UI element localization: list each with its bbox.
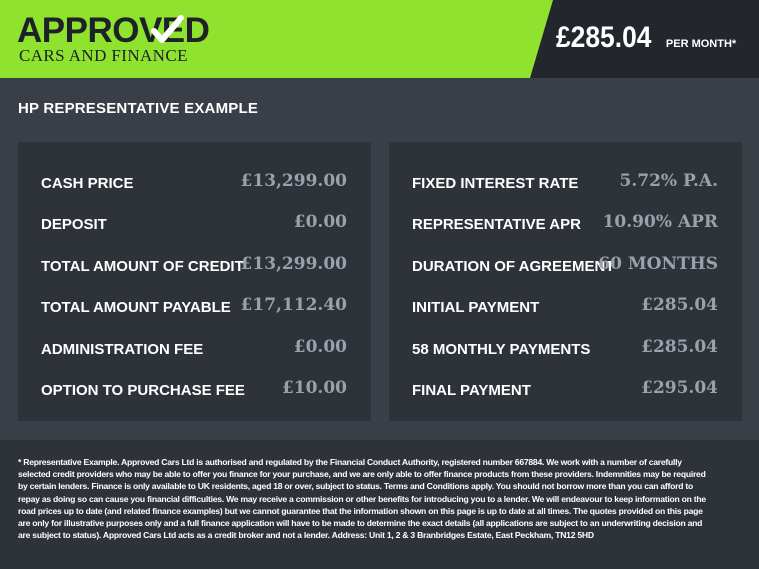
monthly-price-value: £285.04 [556, 21, 652, 54]
row-value: £295.04 [641, 378, 718, 398]
row-value: £0.00 [293, 212, 347, 232]
row-value: £17,112.40 [240, 295, 347, 315]
finance-panel-left [18, 142, 371, 421]
section-title: HP REPRESENTATIVE EXAMPLE [18, 100, 259, 117]
row-value: £0.00 [293, 337, 347, 357]
row-label: REPRESENTATIVE APR [412, 216, 581, 233]
finance-row [412, 170, 718, 192]
checkmark-icon [147, 13, 189, 47]
finance-row [41, 211, 347, 233]
row-label: DEPOSIT [41, 216, 107, 233]
row-label: FINAL PAYMENT [412, 382, 531, 399]
finance-row [41, 294, 347, 316]
row-label: DURATION OF AGREEMENT [412, 258, 615, 275]
finance-row [412, 253, 718, 275]
finance-row [412, 377, 718, 399]
finance-row [41, 336, 347, 358]
row-label: TOTAL AMOUNT OF CREDIT [41, 258, 244, 275]
finance-row [41, 377, 347, 399]
disclaimer-box [0, 440, 759, 569]
finance-row [412, 211, 718, 233]
row-value: £285.04 [641, 337, 718, 357]
finance-panel-right [389, 142, 742, 421]
logo-wordmark: APPROVED [17, 11, 210, 50]
finance-row [412, 336, 718, 358]
row-label: 58 MONTHLY PAYMENTS [412, 341, 591, 358]
row-label: OPTION TO PURCHASE FEE [41, 382, 245, 399]
row-value: £10.00 [281, 378, 347, 398]
row-value: 60 MONTHS [598, 254, 718, 274]
row-value: 10.90% APR [602, 212, 718, 232]
finance-row [41, 253, 347, 275]
row-label: INITIAL PAYMENT [412, 299, 540, 316]
monthly-price-suffix: PER MONTH* [665, 38, 737, 50]
disclaimer-text: * Representative Example. Approved Cars Ltd is authorised and regulated by the Financial Conduct Authority, registered number 667884. We work with a number of carefully selected credit providers who may be able to offer you finance for your purchase, and we are only able to offer finance products from these providers. Indemnities may be required by certain lenders. Finance is only available to UK residents, aged 18 or over, subject to status. Terms and Conditions apply. You should not borrow more than you can afford to repay as doing so can cause you financial difficulties. We may receive a commission or other benefits for introducing you to a lender. We will endeavour to keep information on the road prices up to date (and related finance examples) but we cannot guarantee that the information shown on this page is up to date at all times. The quotes provided on this page are only for illustrative purposes only and a full finance application will have to be made to determine the exact details (all applications are subject to an underwriting decision and are subject to status). Approved Cars Ltd acts as a credit broker and not a lender. Address: Unit 1, 2 & 3 Branbridges Estate, East Peckham, TN12 5HD [18, 457, 706, 541]
row-value: £285.04 [641, 295, 718, 315]
row-value: £13,299.00 [240, 171, 347, 191]
row-label: TOTAL AMOUNT PAYABLE [41, 299, 231, 316]
monthly-price [556, 18, 736, 58]
brand-logo[interactable] [17, 13, 217, 68]
row-value: 5.72% P.A. [619, 171, 718, 191]
finance-row [412, 294, 718, 316]
row-label: CASH PRICE [41, 175, 134, 192]
row-value: £13,299.00 [240, 254, 347, 274]
finance-row [41, 170, 347, 192]
row-label: FIXED INTEREST RATE [412, 175, 579, 192]
header-banner [0, 0, 759, 78]
logo-tagline: CARS AND FINANCE [19, 46, 188, 65]
row-label: ADMINISTRATION FEE [41, 341, 204, 358]
